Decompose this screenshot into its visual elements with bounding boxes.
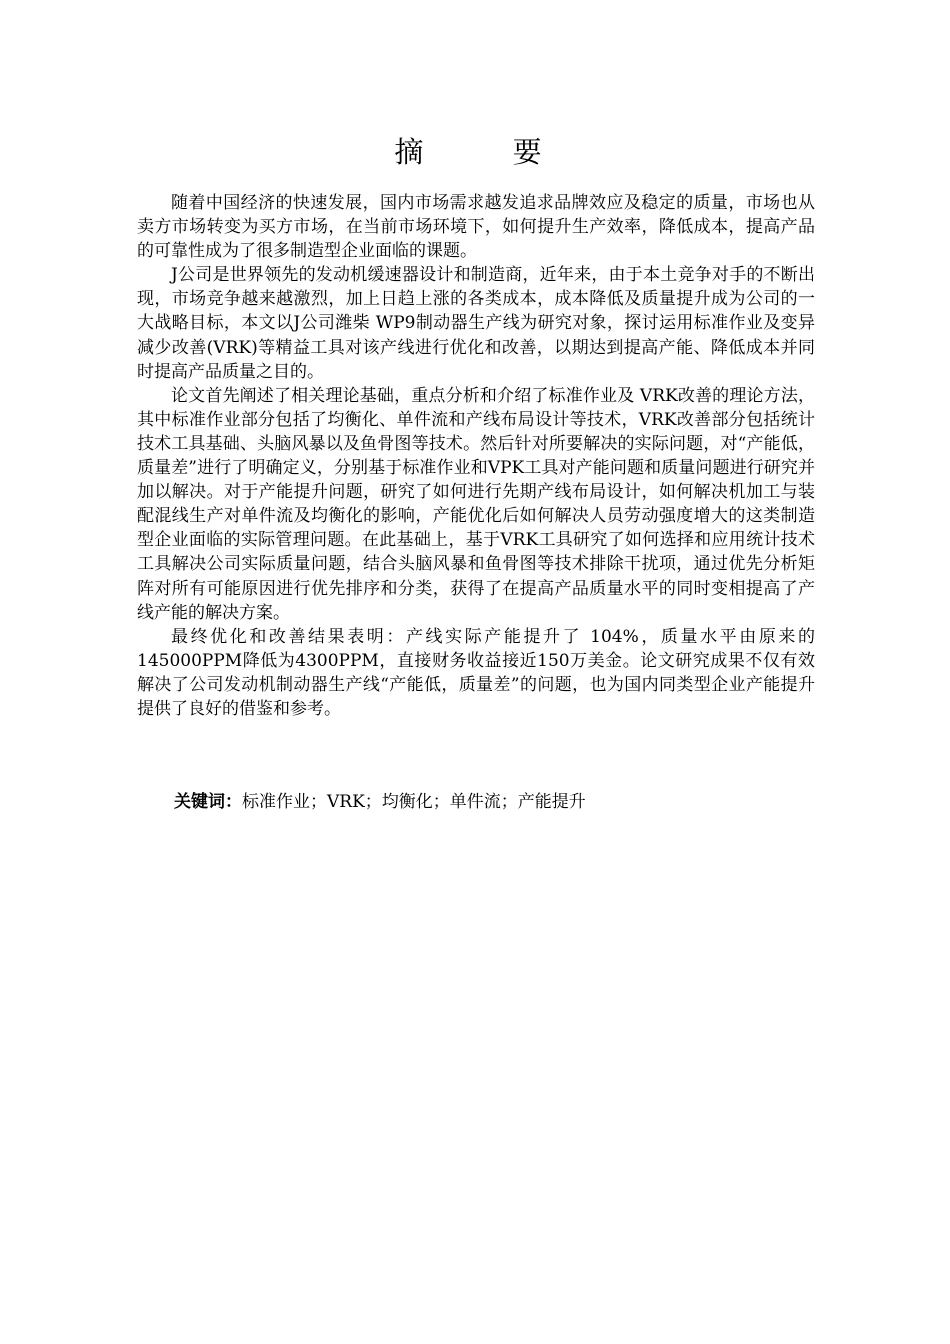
- abstract-paragraph-4: 最终优化和改善结果表明：产线实际产能提升了 104%，质量水平由原来的145000PPM降低为4300PPM，直接财务收益接近150万美金。论文研究成果不仅有效解决了公司发动机制动器生产线“产能低，质量差”的问题，也为国内同类型企业产能提升提供了良好的借鉴和参考。: [137, 626, 815, 719]
- abstract-body: [137, 191, 815, 721]
- abstract-paragraph-1: 随着中国经济的快速发展，国内市场需求越发追求品牌效应及稳定的质量，市场也从卖方市场转变为买方市场，在当前市场环境下，如何提升生产效率，降低成本，提高产品的可靠性成为了很多制造型企业面临的课题。: [137, 193, 815, 262]
- abstract-paragraph-3: 论文首先阐述了相关理论基础，重点分析和介绍了标准作业及 VRK改善的理论方法，其中标准作业部分包括了均衡化、单件流和产线布局设计等技术，VRK改善部分包括统计技术工具基础、头脑风暴以及鱼骨图等技术。然后针对所要解决的实际问题，对“产能低，质量差”进行了明确定义，分别基于标准作业和VPK工具对产能问题和质量问题进行研究并加以解决。对于产能提升问题，研究了如何进行先期产线布局设计，如何解决机加工与装配混线生产对单件流及均衡化的影响，产能优化后如何解决人员劳动强度增大的这类制造型企业面临的实际管理问题。在此基础上，基于VRK工具研究了如何选择和应用统计技术工具解决公司实际质量问题，结合头脑风暴和鱼骨图等技术排除干扰项，通过优先分析矩阵对所有可能原因进行优先排序和分类，获得了在提高产品质量水平的同时变相提高了产线产能的解决方案。: [137, 385, 815, 623]
- abstract-paragraph-2: J公司是世界领先的发动机缓速器设计和制造商，近年来，由于本土竞争对手的不断出现，市场竞争越来越激烈，加上日趋上涨的各类成本，成本降低及质量提升成为公司的一大战略目标，本文以J公司潍柴 WP9制动器生产线为研究对象，探讨运用标准作业及变异减少改善(VRK)等精益工具对该产线进行优化和改善，以期达到提高产能、降低成本并同时提高产品质量之目的。: [137, 265, 815, 382]
- page-title: 摘 要: [394, 135, 582, 169]
- keywords-list: 标准作业；VRK；均衡化；单件流；产能提升: [242, 792, 586, 812]
- keywords-line: [174, 790, 814, 814]
- keywords-label: 关键词：: [174, 792, 242, 812]
